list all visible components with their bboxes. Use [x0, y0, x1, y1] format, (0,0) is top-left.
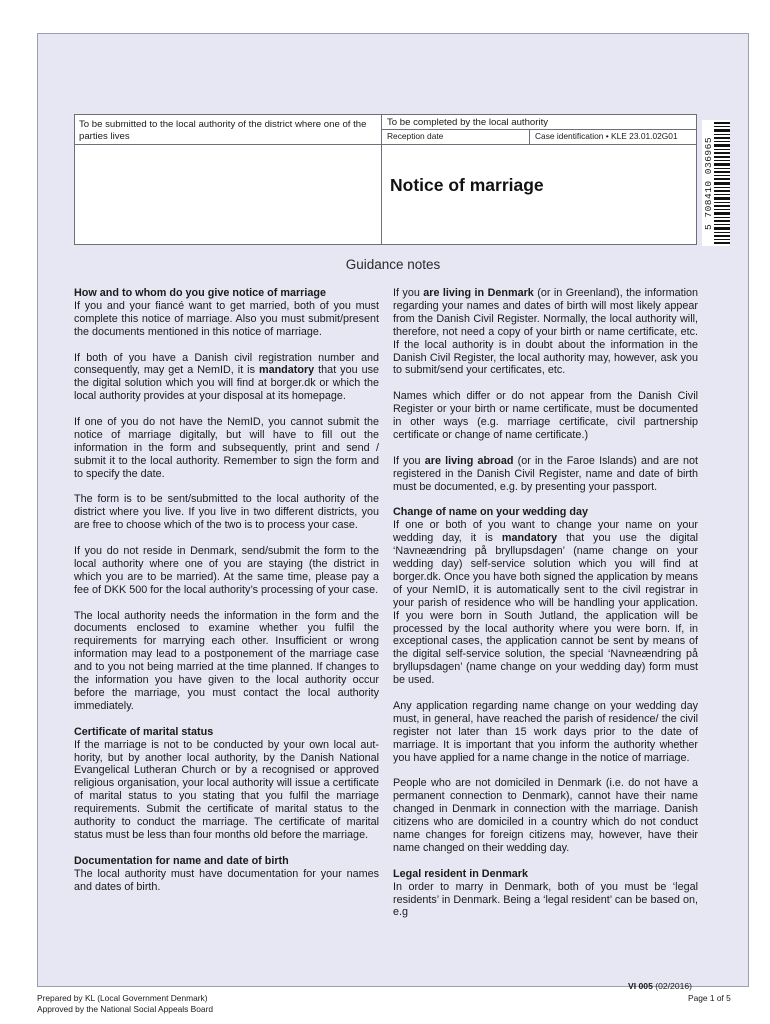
- section-heading: Legal resident in Denmark: [393, 867, 529, 880]
- authority-box: [382, 114, 697, 245]
- submission-note: To be submitted to the local authority of the district where one of the parties lives: [75, 115, 381, 145]
- paragraph: If the marriage is not to be conducted by your own local authority, but by another local authority, by the Danish National Evangelical Lutheran Church or by a recognised or approved religious organisation, your local authority will issue a certificate of marital status to you stating that you fulfil the marriage requirements. Submit the certificate of marital status to the authority to conduct the marriage. The certificate of marital status must be less than four months old before the marriage.: [74, 738, 379, 841]
- section-heading: Certificate of marital status: [74, 725, 214, 738]
- page-number: Page 1 of 5: [688, 993, 731, 1003]
- paragraph: The local authority must have documentation for your names and dates of birth.: [74, 867, 379, 893]
- authority-note: To be completed by the local authority: [382, 115, 696, 130]
- barcode-bars: [714, 120, 730, 246]
- barcode-digits: 5 708410 036965: [703, 136, 714, 230]
- paragraph: Names which differ or do not appear from the Danish Civil Register or your birth or name certificate, must be documented in other ways (e.g. marriage certificate, civil partnership certificate or change of name certificate.): [393, 390, 698, 441]
- submission-box: [74, 114, 382, 245]
- paragraph: People who are not domiciled in Denmark (i.e. do not have a permanent connection to Denmark), cannot have their name changed in Denmark in connection with the marriage. Danish citizens who are domiciled in a country which do not conduct name changes for foreign citizens may, however, have their name changed on their wedding day.: [393, 777, 698, 854]
- paragraph: If you do not reside in Denmark, send/submit the form to the local authority where one of you are staying (the district in which you are to be married). At the same time, please pay a fee of DKK 500 for the local authority’s processing of your case.: [74, 545, 379, 596]
- paragraph: If one or both of you want to change your name on your wedding day, it is mandatory that you use the digital ‘Navneændring på bryllupsdagen’ (name change on your wedding day) self-service solution which you will find at borger.dk. Once you have both signed the application by means of your NemID, it is automatically sent to the civil registrar in your parish of residence who will be handling your application. If you were born in South Jutland, the application will be processed by the local authority where you were born. If, in exceptional cases, the application cannot be sent by means of the digital self-service solution, the special ‘Navneændring på bryllupsdagen’ (name change on your wedding day) form must be used.: [393, 519, 698, 687]
- paragraph: If both of you have a Danish civil registration number and consequently, may get a NemID, it is mandatory that you use the digital solution which you will find at borger.dk or which the local authority provides at your disposal at its homepage.: [74, 351, 379, 403]
- section-heading: How and to whom do you give notice of marriage: [74, 287, 326, 299]
- paragraph: In order to marry in Denmark, both of you must be ‘legal residents’ in Denmark. Being a ‘legal resident’ can be based on, e.g: [393, 880, 698, 919]
- prepared-by: Prepared by KL (Local Government Denmark): [37, 993, 208, 1003]
- page-title: Notice of marriage: [390, 175, 544, 195]
- paragraph: If you and your fiancé want to get married, both of you must complete this notice of marriage. Also you must submit/present the documents mentioned in this notice of marriage.: [74, 299, 379, 338]
- paragraph: Any application regarding name change on your wedding day must, in general, have reached the parish of residence/ the civil register not later than 15 work days prior to the date of marriage. It is important that you inform the authority whether you have applied for a name change in the notice of marriage.: [393, 699, 698, 764]
- section-heading: Change of name on your wedding day: [393, 506, 588, 519]
- paragraph: If you are living in Denmark (or in Greenland), the information regarding your names and dates of birth will most likely appear from the Danish Civil Register. Normally, the local authority will, therefore, not need a copy of your birth or name certificate, etc. If the local authority is in doubt about the information in the Danish Civil Register, the local authority may, however, ask you to submit/send your certificates, etc.: [393, 287, 698, 377]
- section-heading: Documentation for name and date of birth: [74, 854, 289, 867]
- paragraph: The form is to be sent/submitted to the local authority of the district where you live. If you live in two different districts, you are free to choose which of the two is to process your case.: [74, 493, 379, 532]
- guidance-left-column: [74, 287, 379, 906]
- guidance-right-column: [393, 287, 698, 932]
- approved-by: Approved by the National Social Appeals Board: [37, 1004, 213, 1014]
- barcode: [702, 120, 730, 246]
- form-number: VI 005 (02/2016): [628, 981, 693, 991]
- footer-credits: [37, 993, 213, 1015]
- guidance-heading: Guidance notes: [345, 257, 441, 272]
- paragraph: The local authority needs the information in the form and the documents enclosed to examine whether you fulfil the requirements for marrying each other. Insufficient or wrong information may lead to a postponement of the marriage case and to you not being married at the time planned. If changes to the information you have given to the local authority occur before the marriage, you must contact the local authority immediately.: [74, 609, 379, 712]
- form-sheet: [37, 33, 749, 991]
- authority-fields-row: [382, 130, 696, 145]
- reception-date-field[interactable]: Reception date: [382, 130, 530, 144]
- paragraph: If you are living abroad (or in the Faroe Islands) and are not registered in the Danish Civil Register, name and date of birth must be documented, e.g. by presenting your passport.: [393, 454, 698, 493]
- case-identification-field[interactable]: Case identification • KLE 23.01.02G01: [535, 131, 678, 141]
- paragraph: If one of you do not have the NemID, you cannot submit the notice of marriage digitally, but will have to fill out the information in the form and subsequently, print and send / submit it to the local authority. Remember to sign the form and to specify the date.: [74, 416, 379, 480]
